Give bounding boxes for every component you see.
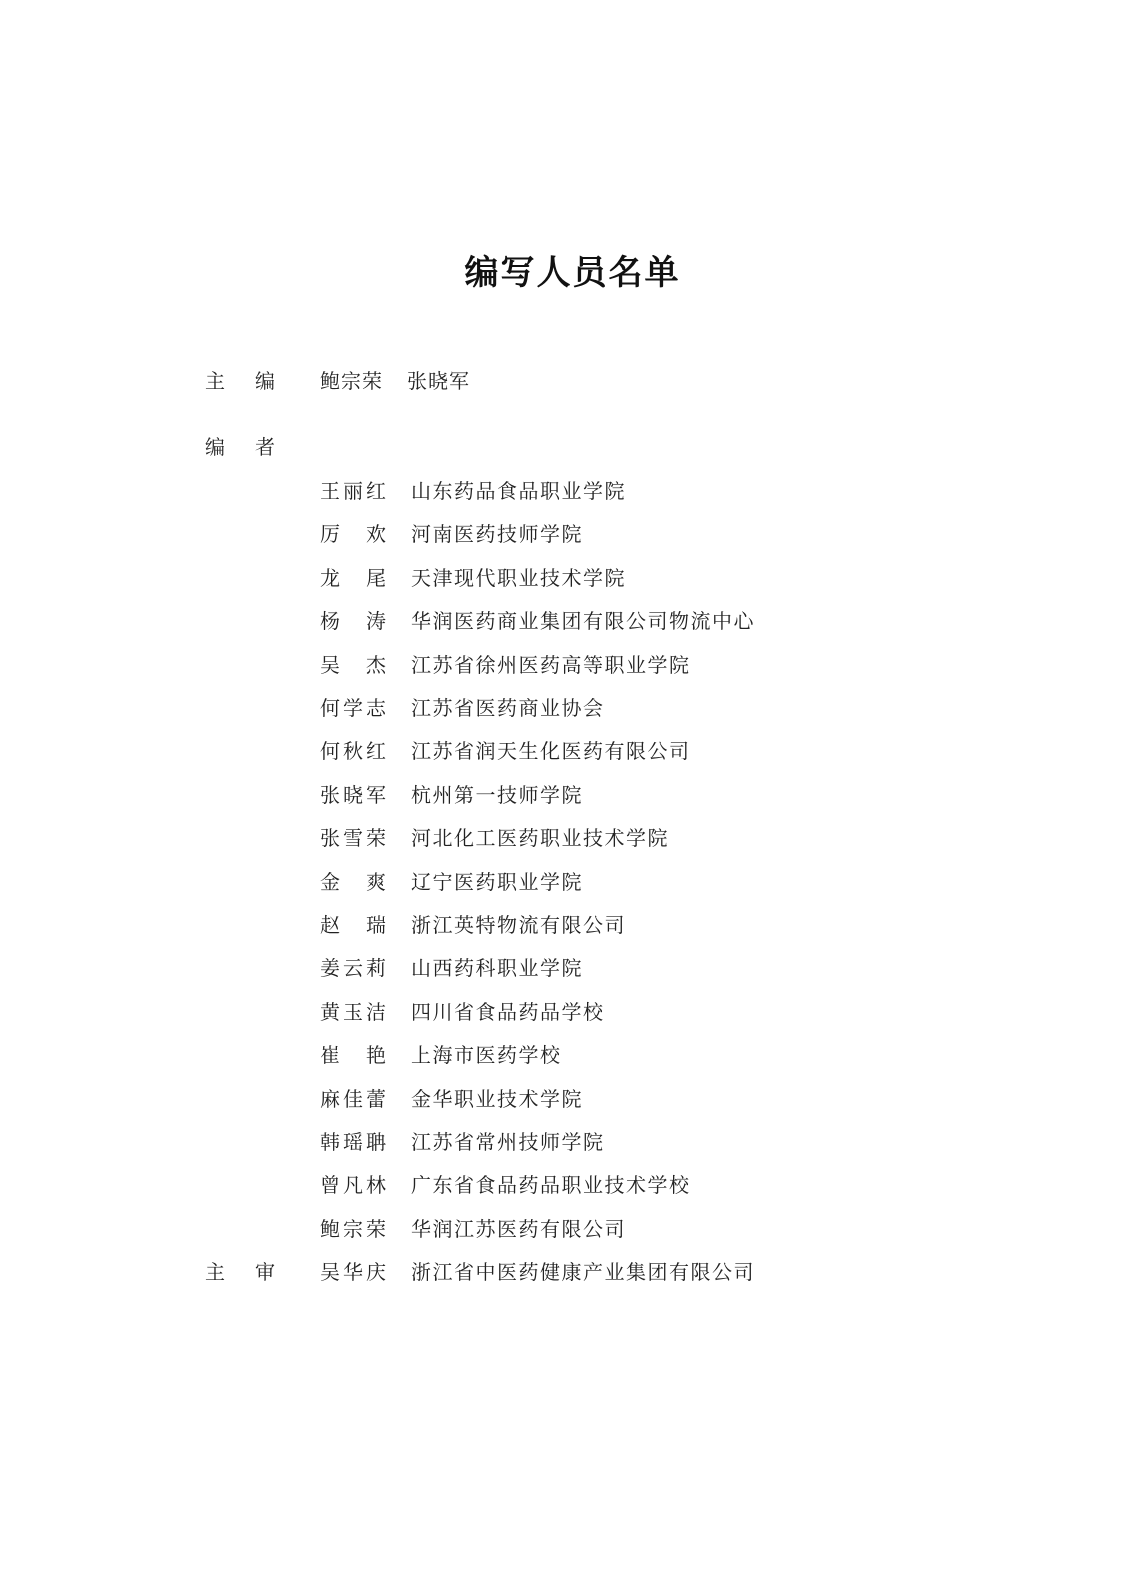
editor-org: 金华职业技术学院 (411, 1087, 583, 1111)
editor-org: 广东省食品药品职业技术学校 (411, 1173, 691, 1197)
editor-org: 河南医药技师学院 (411, 522, 583, 546)
editor-org: 江苏省徐州医药高等职业学院 (411, 653, 691, 677)
editor-org: 浙江英特物流有限公司 (411, 913, 626, 937)
chief-reviewer-name: 吴华庆 (320, 1260, 386, 1284)
editor-org: 辽宁医药职业学院 (411, 870, 583, 894)
editor-name: 王丽红 (320, 479, 386, 503)
chief-editors-role: 主编 (205, 369, 275, 393)
editor-org: 河北化工医药职业技术学院 (411, 826, 669, 850)
editor-name: 吴杰 (320, 653, 386, 677)
editor-name: 麻佳蕾 (320, 1087, 386, 1111)
editor-name: 崔艳 (320, 1043, 386, 1067)
editor-name: 韩瑶聃 (320, 1130, 386, 1154)
editor-name: 曾凡林 (320, 1173, 386, 1197)
editor-org: 江苏省医药商业协会 (411, 696, 605, 720)
page-title: 编写人员名单 (464, 253, 681, 293)
editor-org: 华润江苏医药有限公司 (411, 1217, 626, 1241)
chief-editors-names (320, 366, 494, 396)
editors-role: 编者 (205, 435, 275, 459)
editor-name: 鲍宗荣 (320, 1217, 386, 1241)
editor-org: 天津现代职业技术学院 (411, 566, 626, 590)
editor-org: 江苏省常州技师学院 (411, 1130, 605, 1154)
editor-org: 江苏省润天生化医药有限公司 (411, 739, 691, 763)
editor-name: 黄玉洁 (320, 1000, 386, 1024)
editor-name: 张雪荣 (320, 826, 386, 850)
editor-org: 四川省食品药品学校 (411, 1000, 605, 1024)
editor-name: 赵瑞 (320, 913, 386, 937)
editor-org: 华润医药商业集团有限公司物流中心 (411, 609, 755, 633)
editor-name: 张晓军 (320, 783, 386, 807)
editor-name: 何学志 (320, 696, 386, 720)
editor-name: 姜云莉 (320, 956, 386, 980)
editor-name: 厉欢 (320, 522, 386, 546)
editor-org: 上海市医药学校 (411, 1043, 562, 1067)
editor-name: 何秋红 (320, 739, 386, 763)
chief-editor-name: 鲍宗荣 (320, 369, 383, 393)
editor-name: 杨涛 (320, 609, 386, 633)
editor-org: 山西药科职业学院 (411, 956, 583, 980)
editor-org: 山东药品食品职业学院 (411, 479, 626, 503)
chief-editor-name: 张晓军 (407, 369, 470, 393)
editor-name: 龙尾 (320, 566, 386, 590)
editor-name: 金爽 (320, 870, 386, 894)
editor-org: 杭州第一技师学院 (411, 783, 583, 807)
chief-reviewer-org: 浙江省中医药健康产业集团有限公司 (411, 1260, 755, 1284)
chief-reviewer-role: 主审 (205, 1260, 275, 1284)
